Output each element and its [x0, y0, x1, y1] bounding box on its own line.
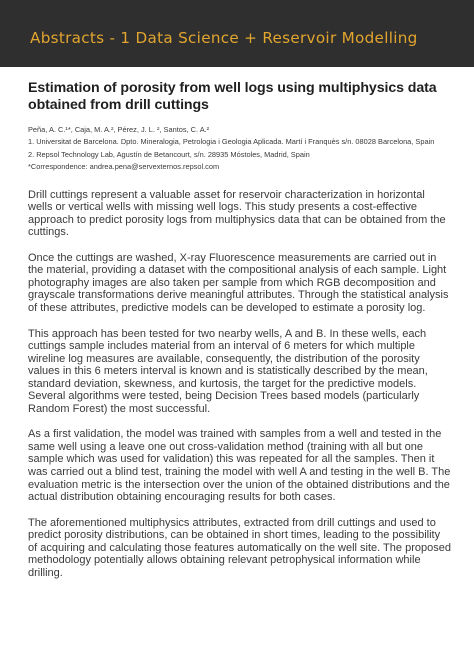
paper-title: Estimation of porosity from well logs using multiphysics data obtained from drill cuttings	[28, 80, 437, 113]
paper-page	[28, 80, 452, 592]
abstract-paragraph-2: Once the cuttings are washed, X-ray Fluorescence measurements are carried out in the material, providing a dataset with the compositional analysis of each sample. Light photography images are also taken per sample from which RGB decomposition and grayscale transformations derive meaningful attributes. Through the statistical analysis of these attributes, predictive models can be developed to estimate a porosity log.	[28, 251, 449, 314]
section-banner	[0, 0, 474, 67]
section-title: Abstracts - 1 Data Science + Reservoir Modelling	[30, 29, 418, 47]
abstract-paragraph-1: Drill cuttings represent a valuable asset for reservoir characterization in horizontal wells or vertical wells with missing well logs. This study presents a cost-effective approach to predict porosity logs from multiphysics data that can be obtained from the cuttings.	[28, 188, 446, 239]
affiliation-1: 1. Universitat de Barcelona. Dpto. Mineralogia, Petrologia i Geologia Aplicada. Martí i Franquès s/n. 08028 Barcelona, Spain	[28, 137, 435, 147]
abstract-paragraph-4: As a first validation, the model was trained with samples from a well and tested in the same well using a leave one out cross-validation method (training with all but one sample which was used for validation) this was repeated for all the samples. Then it was carried out a blind test, training the model with well A and testing in the well B. The evaluation metric is the intersection over the union of the obtained distributions and the actual distribution obtaining encouraging results for both cases.	[28, 428, 451, 504]
abstract-paragraph-5: The aforementioned multiphysics attributes, extracted from drill cuttings and used to predict porosity distributions, can be obtained in short times, leading to the possibility of acquiring and calculating those features automatically on the well site. The proposed methodology potentially allows obtaining relevant petrophysical information while drilling.	[28, 516, 451, 579]
correspondence-line: *Correspondence: andrea.pena@servexternos.repsol.com	[28, 162, 220, 172]
abstract-body	[28, 189, 452, 580]
affiliation-2: 2. Repsol Technology Lab, Agustín de Betancourt, s/n. 28935 Móstoles, Madrid, Spain	[28, 149, 310, 159]
abstract-paragraph-3: This approach has been tested for two nearby wells, A and B. In these wells, each cuttings sample includes material from an interval of 6 meters for which multiple wireline log measures are available, consequently, the distribution of the porosity values in this 6 meters interval is known and is statistically described by the mean, standard deviation, skewness, and kurtosis, the target for the predictive models. Several algorithms were tested, being Decision Trees based models (particularly Random Forest) the most successful.	[28, 327, 428, 415]
author-list: Peña, A. C.¹*, Caja, M. A.², Pérez, J. L. ², Santos, C. A.²	[28, 125, 210, 134]
